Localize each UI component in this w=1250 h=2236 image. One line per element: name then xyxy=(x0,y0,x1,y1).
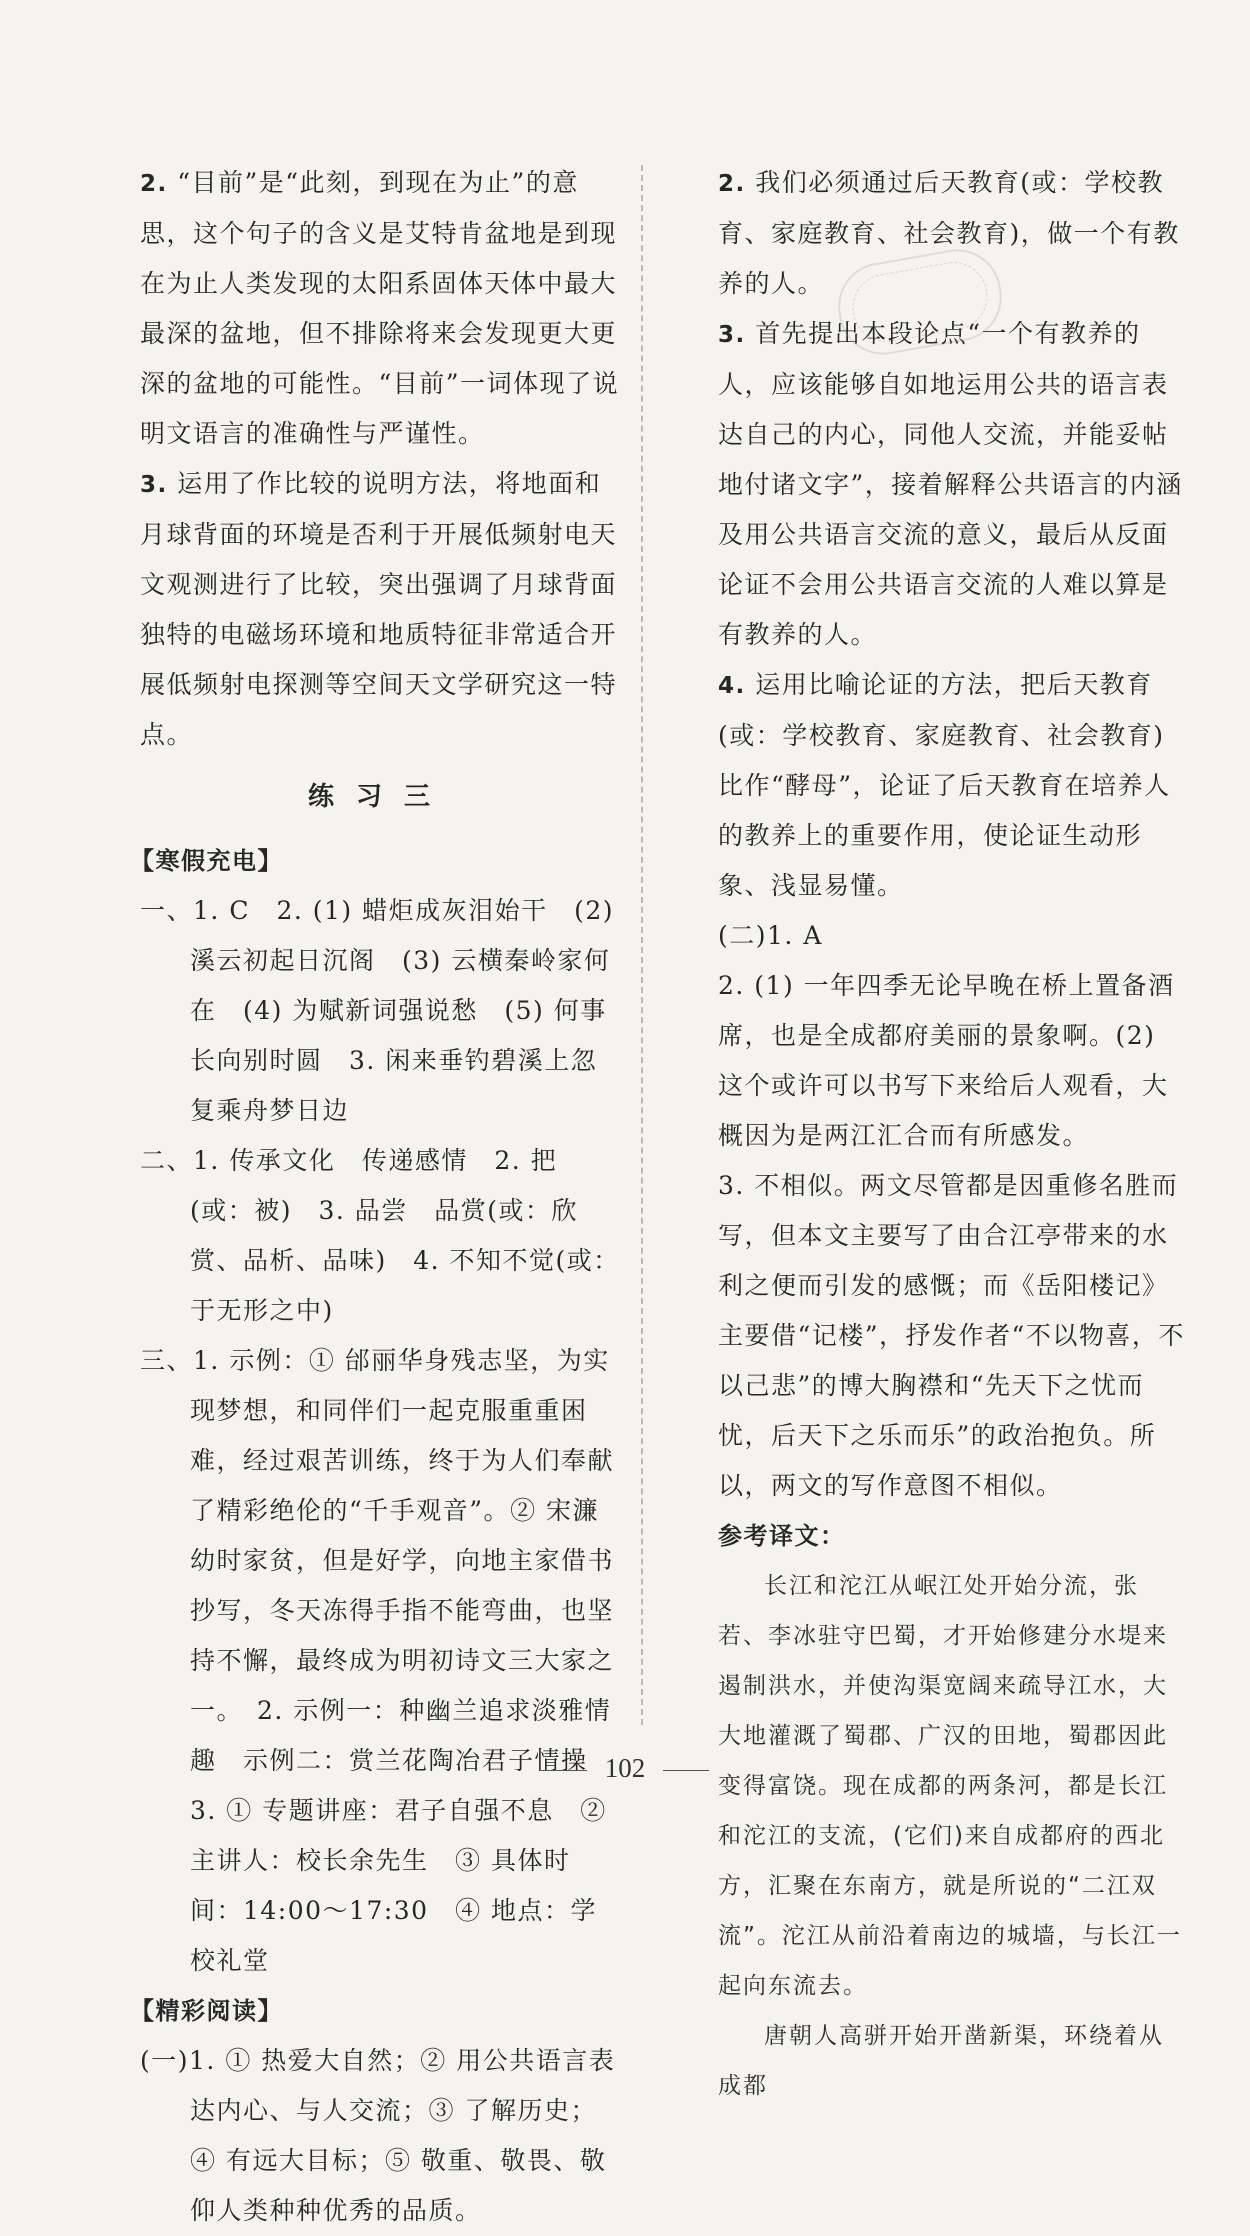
left-column xyxy=(130,158,620,2236)
reading-answer-4: 4. 运用比喻论证的方法，把后天教育(或：学校教育、家庭教育、社会教育)比作“酵母”，论证了后天教育在培养人的教养上的重要作用，使论证生动形象、浅显易懂。 xyxy=(718,670,1171,900)
answer-3: 3. 运用了作比较的说明方法，将地面和月球背面的环境是否利于开展低频射电天文观测进行了比较，突出强调了月球背面独特的电磁场环境和地质特征非常适合开展低频射电探测等空间天文学研究这一特点。 xyxy=(140,469,618,749)
translation-paragraph-2: 唐朝人高骈开始开凿新渠，环绕着从成都 xyxy=(718,2023,1164,2099)
reading-2-q2: 2. (1) 一年四季无论早晚在桥上置备酒席，也是全成都府美丽的景象啊。(2) 这个或许可以书写下来给后人观看，大概因为是两江汇合而有所感发。 xyxy=(718,971,1175,1150)
page-footer xyxy=(0,1753,1250,1784)
translation-title: 参考译文： xyxy=(718,1522,846,1550)
reading-2-q3: 3. 不相似。两文尽管都是因重修名胜而写，但本文主要写了由合江亭带来的水利之便而引发的感慨；而《岳阳楼记》主要借“记楼”，抒发作者“不以物喜，不以己悲”的博大胸襟和“先天下之忧而忧，后天下之乐而乐”的政治抱负。所以，两文的写作意图不相似。 xyxy=(718,1171,1185,1500)
reading-answer-3: 3. 首先提出本段论点“一个有教养的人，应该能够自如地运用公共的语言表达自己的内心，同他人交流，并能妥帖地付诸文字”，接着解释公共语言的内涵及用公共语言交流的意义，最后从反面论证不会用公共语言交流的人难以算是有教养的人。 xyxy=(718,319,1183,649)
reading-answer-2: 2. 我们必须通过后天教育(或：学校教育、家庭教育、社会教育)，做一个有教养的人。 xyxy=(718,168,1180,298)
footer-dash-left xyxy=(541,1770,587,1771)
question-group-1: 一、1. C 2. (1) 蜡炬成灰泪始干 (2) 溪云初起日沉阁 (3) 云横秦岭家何在 (4) 为赋新词强说愁 (5) 何事长向别时圆 3. 闲来垂钓碧溪上忽复乘舟梦日边 xyxy=(140,896,615,1125)
footer-dash-right xyxy=(663,1770,709,1771)
translation-paragraph-1: 长江和沱江从岷江处开始分流，张若、李冰驻守巴蜀，才开始修建分水堤来遏制洪水，并使沟渠宽阔来疏导江水，大大地灌溉了蜀郡、广汉的田地，蜀郡因此变得富饶。现在成都的两条河，都是长江和沱江的支流，(它们)来自成都府的西北方，汇聚在东南方，就是所说的“二江双流”。沱江从前沿着南边的城墙，与长江一起向东流去。 xyxy=(718,1573,1182,1999)
answer-2: 2. “目前”是“此刻，到现在为止”的意思，这个句子的含义是艾特肯盆地是到现在为止人类发现的太阳系固体天体中最大最深的盆地，但不排除将来会发现更大更深的盆地的可能性。“目前”一词体现了说明文语言的准确性与严谨性。 xyxy=(140,168,620,448)
heading-winter-charge: 【寒假充电】 xyxy=(130,847,283,875)
column-divider xyxy=(641,165,643,1725)
reading-1: (一)1. ① 热爱大自然；② 用公共语言表达内心、与人交流；③ 了解历史；④ 有远大目标；⑤ 敬重、敬畏、敬仰人类种种优秀的品质。 xyxy=(140,2046,616,2225)
section-title: 练习三 xyxy=(307,782,452,812)
heading-reading: 【精彩阅读】 xyxy=(130,1997,283,2025)
question-group-2: 二、1. 传承文化 传递感情 2. 把(或：被) 3. 品尝 品赏(或：欣赏、品析、品味) 4. 不知不觉(或：于无形之中) xyxy=(140,1146,620,1325)
question-group-3: 三、1. 示例：① 邰丽华身残志坚，为实现梦想，和同伴们一起克服重重困难，经过艰苦训练，终于为人们奉献了精彩绝伦的“千手观音”。② 宋濂幼时家贫，但是好学，向地主家借书抄写，冬天冻得手指不能弯曲，也坚持不懈，最终成为明初诗文三大家之一。 2. 示例一：种幽兰追求淡雅情趣 示例二：赏兰花陶冶君子情操 3. ① 专题讲座：君子自强不息 ② 主讲人：校长余先生 ③ 具体时间：14:00～17:30 ④ 地点：学校礼堂 xyxy=(140,1346,615,1975)
right-column xyxy=(718,158,1188,2111)
page-number: 102 xyxy=(604,1753,646,1783)
reading-2: (二)1. A xyxy=(718,921,823,950)
